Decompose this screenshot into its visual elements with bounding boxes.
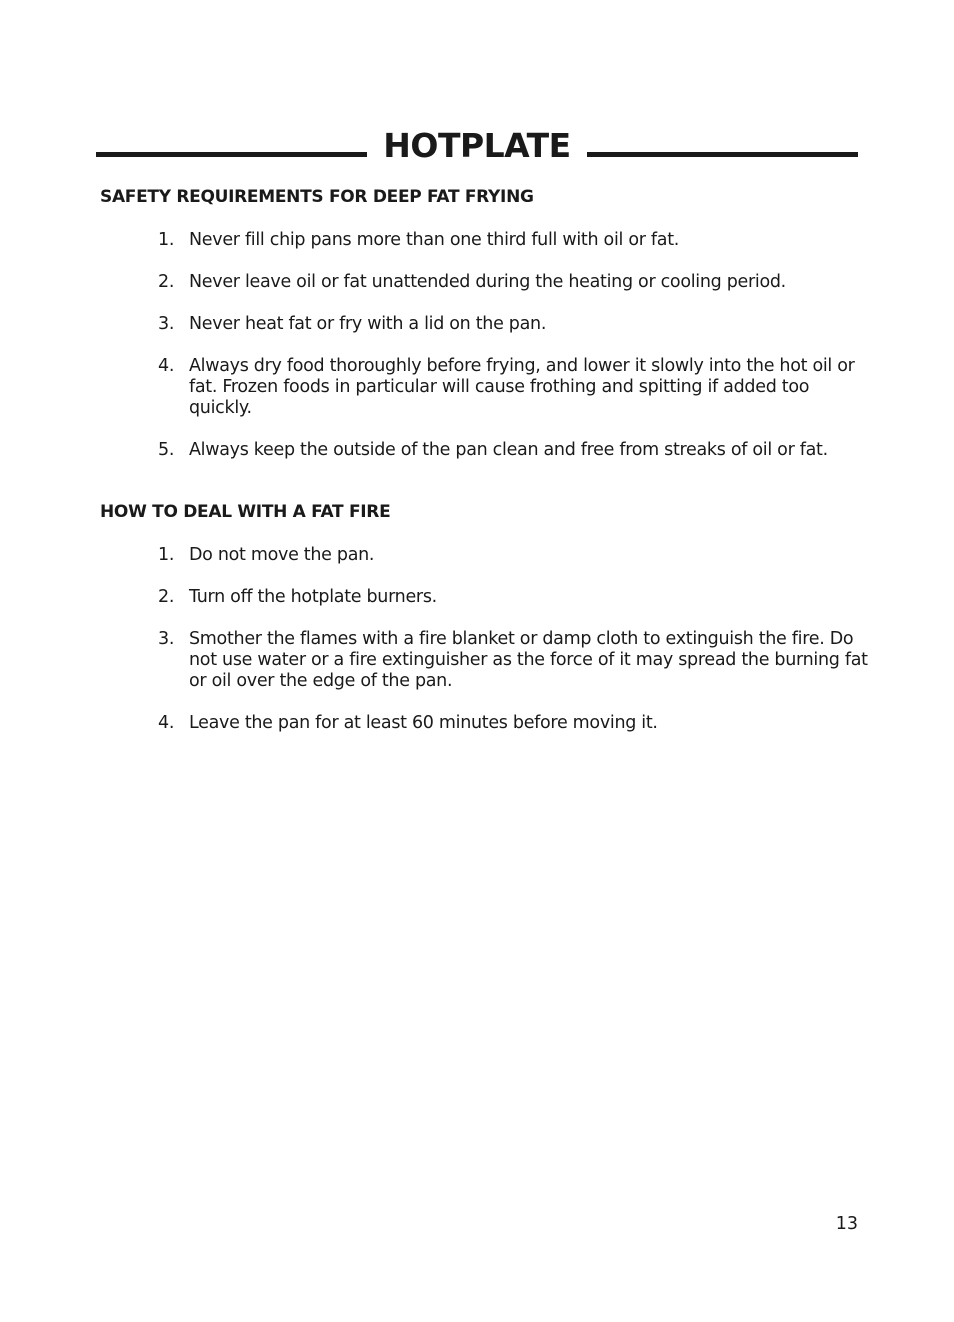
list-item — [158, 272, 870, 293]
list-item-number: 2. — [158, 587, 175, 607]
list-item-number: 3. — [158, 314, 175, 334]
list-item-number: 2. — [158, 272, 175, 292]
list-item-text: Leave the pan for at least 60 minutes before moving it. — [189, 713, 658, 733]
list-item-text: Always dry food thoroughly before frying, and lower it slowly into the hot oil or fat. Frozen foods in particular will cause frothing and spitting if added too quickly. — [189, 356, 855, 418]
section-heading-fat-fire: HOW TO DEAL WITH A FAT FIRE — [100, 502, 391, 522]
fat-fire-steps-list — [158, 545, 870, 755]
list-item-number: 1. — [158, 230, 175, 250]
title-rule-left — [96, 152, 367, 157]
list-item — [158, 356, 870, 419]
list-item-text: Never fill chip pans more than one third full with oil or fat. — [189, 230, 680, 250]
list-item-text: Always keep the outside of the pan clean and free from streaks of oil or fat. — [189, 440, 828, 460]
section-heading-safety: SAFETY REQUIREMENTS FOR DEEP FAT FRYING — [100, 187, 534, 207]
list-item-text: Never heat fat or fry with a lid on the pan. — [189, 314, 547, 334]
list-item — [158, 230, 870, 251]
list-item-text: Never leave oil or fat unattended during the heating or cooling period. — [189, 272, 786, 292]
page-title: HOTPLATE — [383, 126, 571, 165]
list-item — [158, 587, 870, 608]
list-item-number: 4. — [158, 356, 175, 376]
list-item — [158, 440, 870, 461]
list-item-number: 4. — [158, 713, 175, 733]
list-item — [158, 545, 870, 566]
title-rule-right — [587, 152, 858, 157]
list-item-number: 3. — [158, 629, 175, 649]
page-title-row — [96, 124, 858, 168]
list-item-text: Smother the flames with a fire blanket or damp cloth to extinguish the fire. Do not use water or a fire extinguisher as the force of it may spread the burning fat or oil over the edge of the pan. — [189, 629, 868, 691]
list-item-number: 1. — [158, 545, 175, 565]
list-item — [158, 629, 870, 692]
list-item — [158, 713, 870, 734]
list-item-text: Do not move the pan. — [189, 545, 375, 565]
page-number: 13 — [835, 1214, 858, 1234]
list-item-number: 5. — [158, 440, 175, 460]
safety-requirements-list — [158, 230, 870, 482]
list-item — [158, 314, 870, 335]
list-item-text: Turn off the hotplate burners. — [189, 587, 437, 607]
